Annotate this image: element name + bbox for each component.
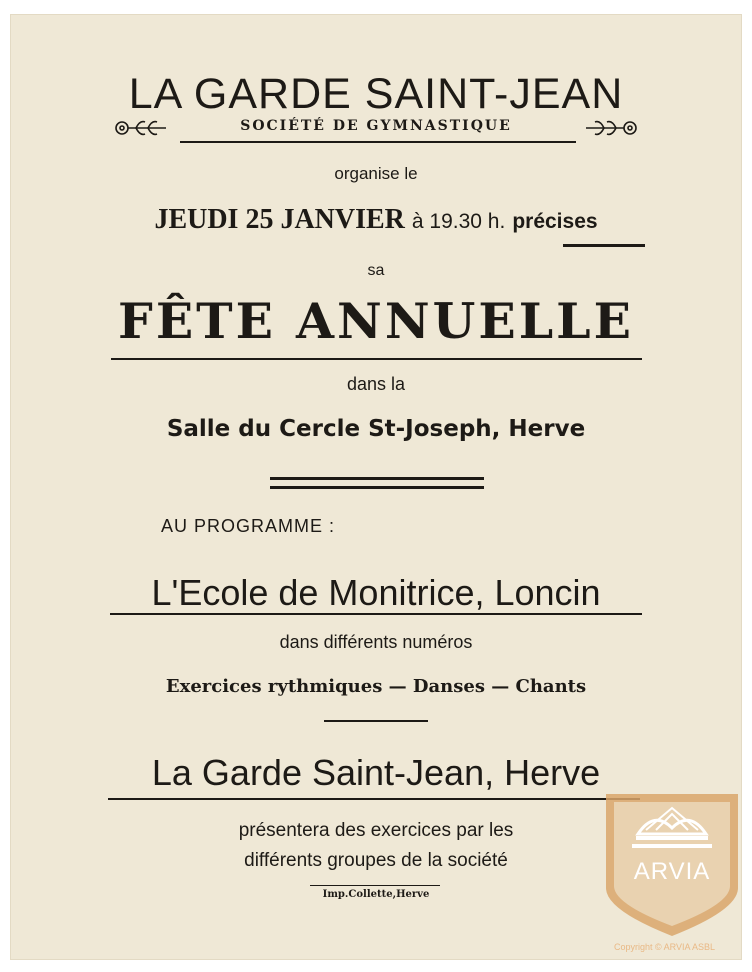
- performer-2: La Garde Saint-Jean, Herve: [151, 752, 601, 793]
- double-rule-bottom: [270, 486, 484, 489]
- precise-label: précises: [512, 210, 598, 233]
- activities-list: Exercices rythmiques — Danses — Chants: [165, 676, 587, 697]
- event-date-line: [0, 204, 752, 236]
- performer-2-description-line-2: différents groupes de la société: [244, 850, 508, 871]
- precise-underline: [563, 244, 645, 247]
- programme-heading: AU PROGRAMME :: [161, 516, 336, 536]
- venue: Salle du Cercle St-Joseph, Herve: [166, 416, 586, 442]
- section-divider: [324, 720, 428, 722]
- printer-credit: Imp.Collette,Herve: [322, 889, 430, 900]
- performer-1-underline: [110, 613, 642, 615]
- performer-1: L'Ecole de Monitrice, Loncin: [151, 572, 601, 613]
- printer-rule: [310, 885, 440, 886]
- sa-text: sa: [367, 262, 385, 279]
- event-title: FÊTE ANNUELLE: [118, 292, 634, 350]
- arvia-watermark-text: ARVIA: [633, 858, 711, 885]
- club-subtitle: SOCIÉTÉ DE GYMNASTIQUE: [240, 118, 512, 134]
- club-title: LA GARDE SAINT-JEAN: [128, 70, 624, 118]
- performer-1-subtitle: dans différents numéros: [279, 632, 473, 652]
- subtitle-underline: [180, 141, 576, 143]
- performer-2-description-line-1: présentera des exercices par les: [238, 820, 514, 841]
- double-rule-top: [270, 477, 484, 480]
- right-flower-ornament-icon: [584, 116, 644, 140]
- performer-2-underline: [108, 798, 640, 800]
- dans-la-text: dans la: [346, 374, 406, 394]
- organise-text: organise le: [334, 164, 418, 183]
- event-title-underline: [111, 358, 642, 360]
- event-time: à 19.30 h.: [411, 210, 506, 233]
- copyright-notice: Copyright © ARVIA ASBL: [614, 942, 716, 952]
- event-date: JEUDI 25 JANVIER: [154, 204, 405, 235]
